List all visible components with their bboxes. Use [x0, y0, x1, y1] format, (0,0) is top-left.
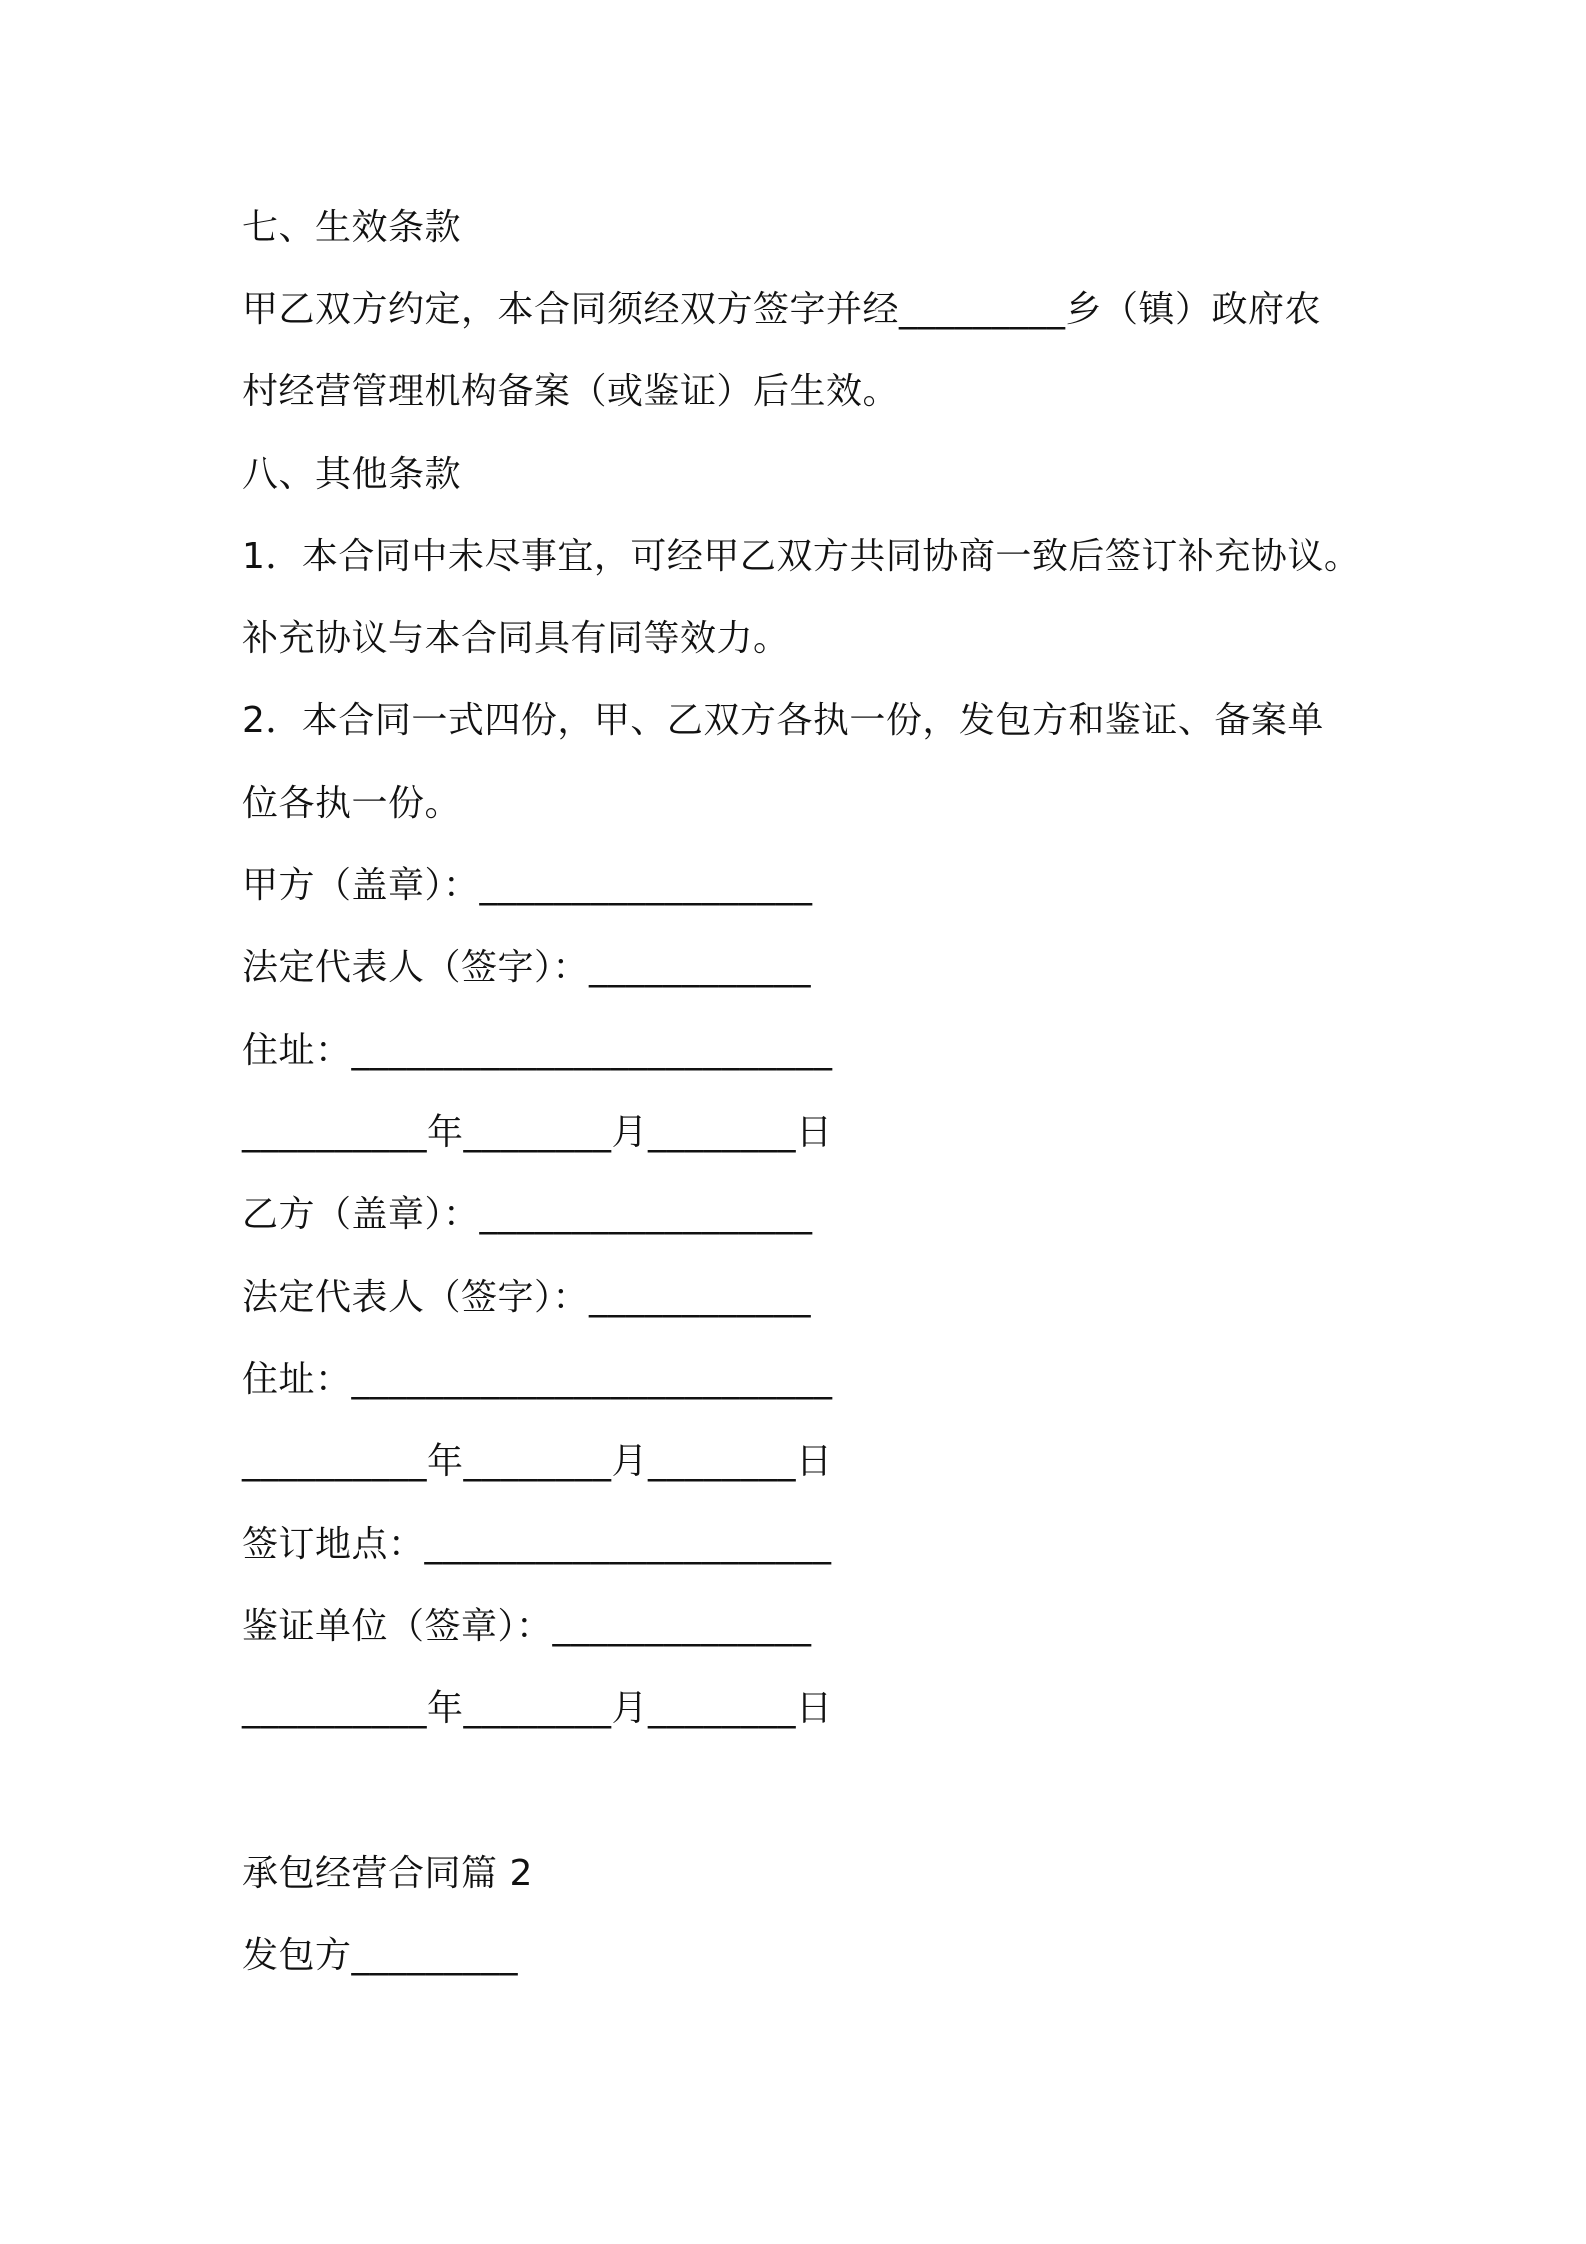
party-b-seal-field: 乙方（盖章）：__________________	[242, 1194, 813, 1235]
paragraph-line: 补充协议与本合同具有同等效力。	[242, 618, 790, 659]
party-a-date-field: __________年________月________日	[242, 1112, 833, 1153]
paragraph-line: 2．本合同一式四份，甲、乙双方各执一份，发包方和鉴证、备案单	[242, 700, 1324, 741]
party-a-legal-rep-field: 法定代表人（签字）：____________	[242, 947, 812, 988]
party-b-legal-rep-field: 法定代表人（签字）：____________	[242, 1277, 812, 1318]
party-a-address-field: 住址：__________________________	[242, 1030, 833, 1071]
party-b-date-field: __________年________月________日	[242, 1441, 833, 1482]
paragraph-line: 甲乙双方约定，本合同须经双方签字并经_________乡（镇）政府农	[242, 289, 1322, 330]
certification-date-field: __________年________月________日	[242, 1688, 833, 1729]
section-heading-other-clauses: 八、其他条款	[242, 454, 462, 495]
signing-place-field: 签订地点：______________________	[242, 1524, 832, 1565]
certifying-unit-field: 鉴证单位（签章）：______________	[242, 1606, 812, 1647]
document-title: 承包经营合同篇 2	[242, 1853, 533, 1894]
paragraph-line: 位各执一份。	[242, 783, 462, 824]
party-b-address-field: 住址：__________________________	[242, 1359, 833, 1400]
party-a-seal-field: 甲方（盖章）：__________________	[242, 865, 813, 906]
paragraph-line: 村经营管理机构备案（或鉴证）后生效。	[242, 371, 900, 412]
paragraph-line: 1．本合同中未尽事宜，可经甲乙双方共同协商一致后签订补充协议。	[242, 536, 1361, 577]
section-heading-effective-clause: 七、生效条款	[242, 207, 462, 248]
contractor-field: 发包方_________	[242, 1935, 519, 1976]
